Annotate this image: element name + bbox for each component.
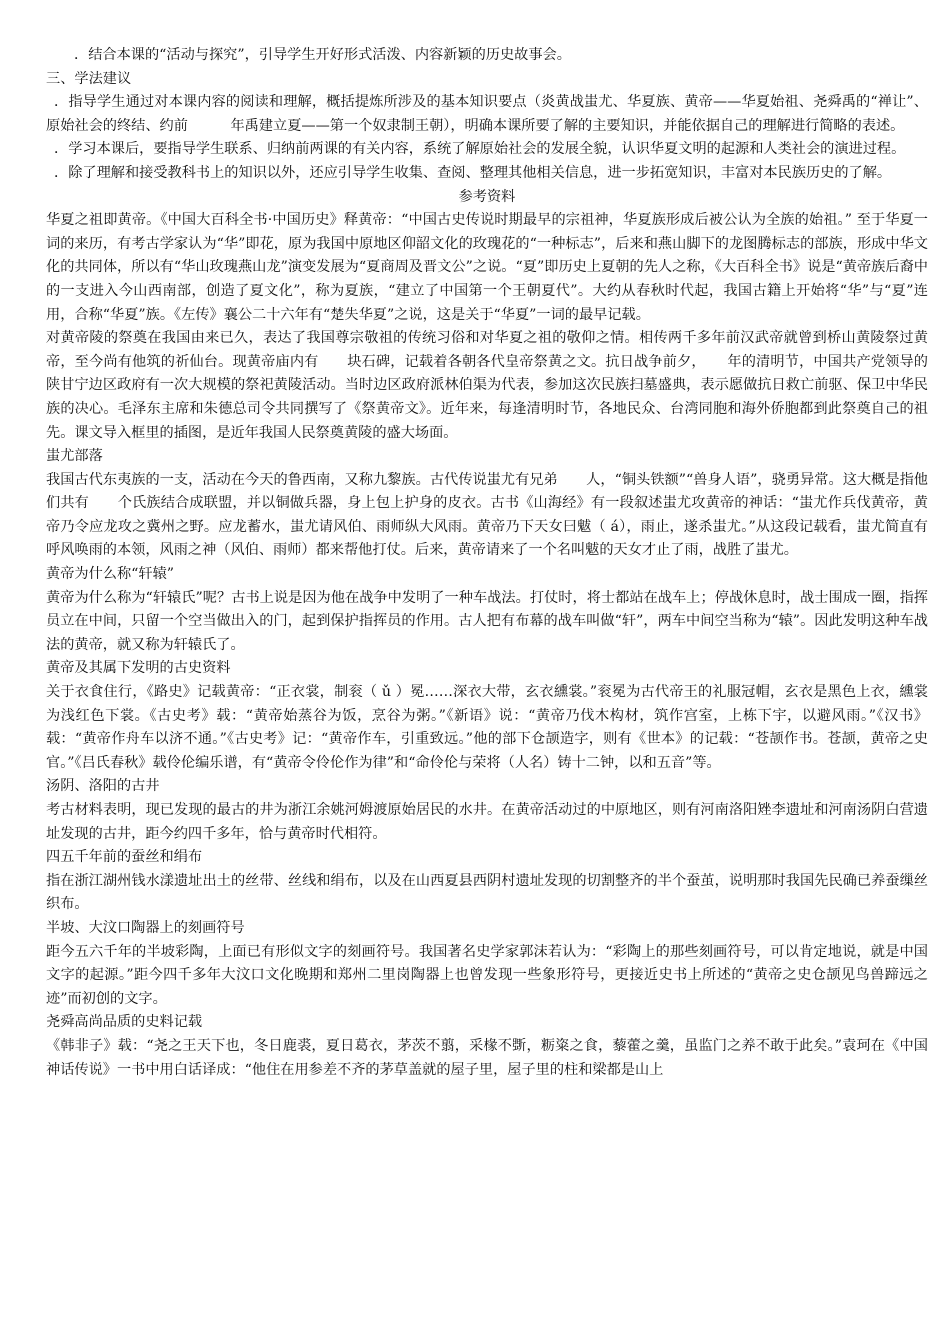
paragraph-silk: 指在浙江湖州钱水漾遗址出土的丝带、丝线和绢布，以及在山西夏县西阴村遗址发现的切割整齐的半个蚕茧，说明那时我国先民确已养蚕缫丝织布。 xyxy=(46,872,928,913)
heading-wells: 汤阴、洛阳的古井 xyxy=(46,778,160,795)
paragraph-huaxia: 华夏之祖即黄帝。《中国大百科全书·中国历史》释黄帝：“中国古史传说时期最早的宗祖神，华夏族形成后被公认为全族的始祖。” 至于华夏一词的来历，有考古学家认为“华”即花，原为我国中原地区仰韶文化的玫瑰花的“一种标志”，后来和燕山脚下的龙图腾标志的部族，形成中华文化的共同体，所以有“华山玫瑰燕山龙”演变发展为“夏商周及晋文公”之说。“夏”即历史上夏朝的先人之称，《大百科全书》说是“黄帝族后裔中的一支进入今山西南部，创造了夏文化”，称为夏族，“建立了中国第一个王朝夏代”。大约从春秋时代起，我国古籍上开始将“华”与“夏”连用，合称“华夏”族。《左传》襄公二十六年有“楚失华夏”之说，这是关于“华夏”一词的最早记载。 xyxy=(46,212,928,323)
paragraph-yaoshun: 《韩非子》载：“尧之王天下也，冬日鹿裘，夏日葛衣，茅茨不翦，采椽不斲，粝粢之食，藜藿之羹，虽监门之养不敢于此矣。”袁珂在《中国神话传说》一书中用白话译成：“他住在用参差不齐的茅草盖就的屋子里，屋子里的柱和梁都是山上 xyxy=(46,1037,928,1078)
advice-item-3: ．除了理解和接受教科书上的知识以外，还应引导学生收集、查阅、整理其他相关信息，进一步拓宽知识，丰富对本民族历史的了解。 xyxy=(54,164,892,181)
advice-item-1: ．指导学生通过对本课内容的阅读和理解，概括提炼所涉及的基本知识要点（炎黄战蚩尤、华夏族、黄帝——华夏始祖、尧舜禹的“禅让”、原始社会的终结、约前 年禹建立夏——第一个奴隶制王朝），明确本课所要了解的主要知识，并能依据自己的理解进行简略的表述。 xyxy=(46,94,928,134)
heading-silk: 四五千年前的蚕丝和绢布 xyxy=(46,849,203,866)
heading-xuanyuan: 黄帝为什么称“轩辕” xyxy=(46,566,175,583)
reference-title: 参考资料 xyxy=(458,188,516,205)
paragraph-wells: 考古材料表明，现已发现的最古的井为浙江余姚河姆渡原始居民的水井。在黄帝活动过的中原地区，则有河南洛阳矬李遗址和河南汤阴白营遗址发现的古井，距今约四千多年，恰与黄帝时代相符。 xyxy=(46,802,928,842)
advice-item-2: ．学习本课后，要指导学生联系、归纳前两课的有关内容，系统了解原始社会的发展全貌，认识华夏文明的起源和人类社会的演进过程。 xyxy=(54,141,906,158)
paragraph-symbols: 距今五六千年的半坡彩陶，上面已有形似文字的刻画符号。我国著名史学家郭沫若认为：“彩陶上的那些刻画符号，可以肯定地说，就是中国文字的起源。”距今四千多年大汶口文化晚期和郑州二里岗陶器上也曾发现一些象形符号，更接近史书上所述的“黄帝之史仓颉见鸟兽蹄远之迹”而初创的文字。 xyxy=(46,943,928,1007)
paragraph-xuanyuan: 黄帝为什么称为“轩辕氏”呢？古书上说是因为他在战争中发明了一种车战法。打仗时，将士都站在战车上；停战休息时，战士围成一圈，指挥员立在中间，只留一个空当做出入的门，起到保护指挥员的作用。古人把有布幕的战车叫做“轩”，两车中间空当称为“辕”。因此发明这种车战法的黄帝，就又称为轩辕氏了。 xyxy=(46,589,928,653)
heading-symbols: 半坡、大汶口陶器上的刻画符号 xyxy=(46,919,245,936)
heading-inventions: 黄帝及其属下发明的古史资料 xyxy=(46,660,231,677)
paragraph-inventions: 关于衣食住行，《路史》记载黄帝：“正衣裳，制衮（ ǔ ）冕……深衣大带，玄衣纁裳。”衮冕为古代帝王的礼服冠帽，玄衣是黑色上衣，纁裳为浅红色下裳。《古史考》载：“黄帝始蒸谷为饭，烹谷为粥。”《新语》说：“黄帝乃伐木构材，筑作宫室，上栋下宇，以避风雨。”《汉书》载：“黄帝作舟车以济不通。”《古史考》记：“黄帝作车，引重致远。”他的部下仓颉造字，则有《世本》的记载：“苍颉作书。苍颉，黄帝之史官。”《吕氏春秋》载伶伦编乐谱，有“黄帝令伶伦作为律”和“命伶伦与荣将（人名）铸十二钟，以和五音”等。 xyxy=(46,684,928,771)
section-title-study-advice: 三、学法建议 xyxy=(46,70,132,87)
heading-yaoshun: 尧舜高尚品质的史料记载 xyxy=(46,1014,203,1031)
paragraph-huangling: 对黄帝陵的祭奠在我国由来已久，表达了我国尊宗敬祖的传统习俗和对华夏之祖的敬仰之情。相传两千多年前汉武帝就曾到桥山黄陵祭过黄帝，至今尚有他筑的祈仙台。现黄帝庙内有 块石碑，记载着各朝各代皇帝祭黄之文。抗日战争前夕， 年的清明节，中国共产党领导的陕甘宁边区政府有一次大规模的祭祀黄陵活动。当时边区政府派林伯渠为代表，参加这次民族扫墓盛典，表示愿做抗日救亡前驱、保卫中华民族的决心。毛泽东主席和朱德总司令共同撰写了《祭黄帝文》。近年来，每逢清明时节，各地民众、台湾同胞和海外侨胞都到此祭奠自己的祖先。课文导入框里的插图，是近年我国人民祭奠黄陵的盛大场面。 xyxy=(46,330,928,441)
teaching-item: ．结合本课的“活动与探究”，引导学生开好形式活泼、内容新颖的历史故事会。 xyxy=(74,47,571,63)
heading-chiyou: 蚩尤部落 xyxy=(46,448,103,465)
paragraph-chiyou: 我国古代东夷族的一支，活动在今天的鲁西南，又称九黎族。古代传说蚩尤有兄弟 人，“铜头铁额”“兽身人语”，骁勇异常。这大概是指他们共有 个氏族结合成联盟，并以铜做兵器，身上包上护身的皮衣。古书《山海经》有一段叙述蚩尤攻黄帝的神话：“蚩尤作兵伐黄帝，黄帝乃令应龙攻之冀州之野。应龙蓄水，蚩尤请风伯、雨师纵大风雨。黄帝乃下天女曰魃（ á），雨止，遂杀蚩尤。”从这段记载看，蚩尤简直有呼风唤雨的本领，风雨之神（风伯、雨师）都来帮他打仗。后来，黄帝请来了一个名叫魃的天女才止了雨，战胜了蚩尤。 xyxy=(46,471,928,559)
document-page xyxy=(46,44,928,1082)
